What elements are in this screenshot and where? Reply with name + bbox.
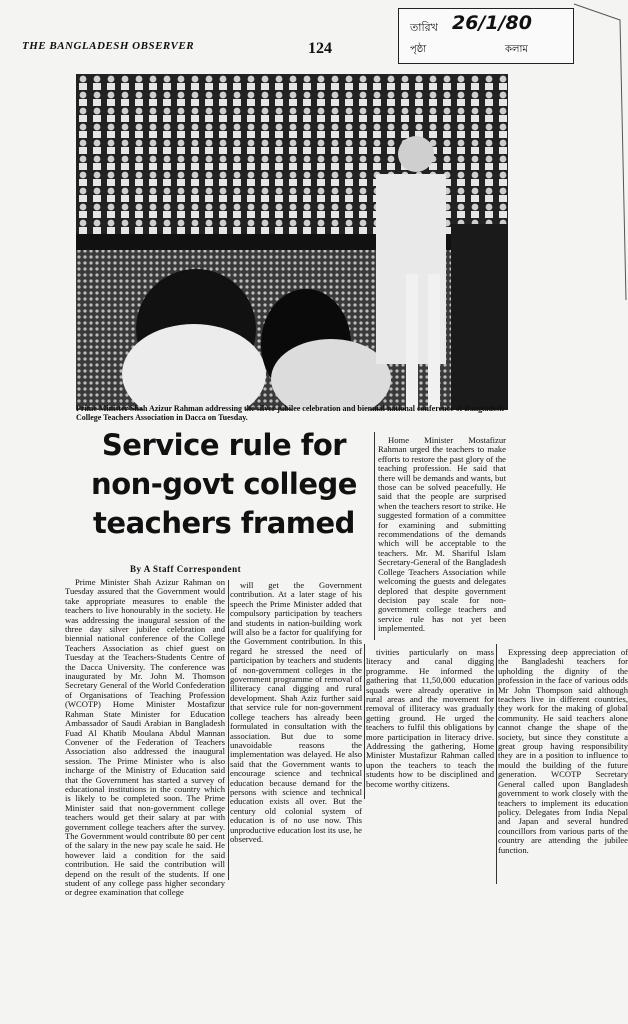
column-divider xyxy=(228,580,229,880)
column-4-text: tivities particularly on mass literacy and canal digging programme. He informed the gathering that 11,50,000 education squads were already operative in rural areas and the movement for removal of illiteracy was gradually getting ground. He urged the teachers to fulfil this obligations by more participation in literacy drive. Addressing the gathering, Home Minister Mustafizur Rahman called upon the teachers to teach the students how to be disciplined and become worthy citizens. xyxy=(366,647,494,789)
article-headline xyxy=(76,426,372,543)
column-divider xyxy=(496,644,497,884)
photo-caption: Prime Minister Shah Azizur Rahman addressing the silver jubilee celebration and biennial national conference of Bangladesh College Teachers Association in Dacca on Tuesday. xyxy=(76,404,504,422)
stamp-page-label: পৃষ্ঠা xyxy=(410,44,427,55)
folded-corner-lines xyxy=(560,0,628,330)
headline-line-1: Service rule for xyxy=(101,428,347,462)
column-3-text: Home Minister Mostafizur Rahman urged the teachers to make efforts to restore the past glory of the teaching profession. He said that there will be demands and wants, but those can be solved peacefully. He said that the people are surprised when the teachers resort to strike. He suggested formation of a committee for examining and submitting recommendations of the demands which will be acceptable to the teachers. Mr. M. Shariful Islam Secretary-General of the Bangladesh College Teachers Association while welcoming the guests and delegates deplored that despite government decision pay scale for non-government college teachers and service rule has not yet been implemented. xyxy=(378,435,506,634)
stamp-column-label: কলাম xyxy=(505,44,528,55)
column-5-text: Expressing deep appreciation of the Bangladeshi teachers for upholding the dignity of the profession in the face of various odds Mr John Thompson said although teachers live in different countries, they work for the making of global community. He said teachers alone cannot change the shape of the society, but since they constitute a great group having responsibility they are in a position to influence to mould the building of the future generation. WCOTP Secretary General called upon Bangladesh government to work closely with the teachers to implement its education policy. Delegates from India Nepal and Japan and several hundred councillors from various parts of the country are attending the jubilee function. xyxy=(498,647,628,855)
article-byline: By A Staff Correspondent xyxy=(130,564,242,574)
column-1-text: Prime Minister Shah Azizur Rahman on Tuesday assured that the Government would take appropriate measures to enable the teachers to live honourably in the society. He was addressing the inaugural session of the three day silver jubilee celebration and biennial national conference of the College Teachers Association as chief guest on Tuesday at the Teachers-Students Centre of the Dacca University. The conference was inaugurated by Mr. John M. Thomson Secretary General of the World Confederation of Organisations of Teaching Profession (WCOTP) Home Minister Mostafizur Rahman State Minister for Education Ambassador of Saudi Arabian in Bangladesh Fuad Al Khatib Moulana Abdul Mannan Convener of the Federation of Teachers Association also addressed the inaugural session. The Prime Minister who is also incharge of the Ministry of Education said that the Government has started a survey of educational institutions in the country which is likely to be completed soon. The Prime Minister said that non-government college teachers would get their salary at par with government college teachers after the survey. The Government would contribute 80 per cent of the salary in the new pay scale he said. He however laid a condition for the said contribution. He said the contribution will depend on the result of the students. If one student of any college pass higher secondary or degree examination that college xyxy=(65,577,225,898)
stamp-date-value: 26/1/80 xyxy=(452,12,532,34)
article-column-3 xyxy=(378,436,506,634)
stamp-date-label: তারিখ xyxy=(410,22,438,34)
headline-line-3: teachers framed xyxy=(93,506,355,540)
column-divider xyxy=(364,644,365,799)
newspaper-masthead: THE BANGLADESH OBSERVER xyxy=(22,40,195,52)
column-2-text: will get the Government contribution. At a later stage of his speech the Prime Minister added that compulsory participation by teachers and students in nation-building work will also be a factor for qualifying for the Government contribution. In this regard he stressed the need of participation by teachers and students of non-government colleges in the government programme of removal of illiteracy canal digging and rural development. Shah Aziz further said that service rule for non-government college teachers has already been formulated in consultation with the association. But due to some unavoidable reasons the implementation was delayed. He also said that the Government wants to encourage science and technical education because demand for the persons with science and technical education exists all over. But the century old colonial system of education is of no use now. This unproductive education lost its use, he observed. xyxy=(230,580,362,844)
page-number: 124 xyxy=(308,40,332,57)
article-column-4 xyxy=(366,648,494,789)
news-photo xyxy=(76,74,508,410)
article-column-2 xyxy=(230,581,362,844)
article-column-1 xyxy=(65,578,225,898)
photo-scene xyxy=(76,74,508,410)
column-divider xyxy=(374,432,375,640)
headline-line-2: non-govt college xyxy=(91,467,357,501)
article-column-5 xyxy=(498,648,628,855)
